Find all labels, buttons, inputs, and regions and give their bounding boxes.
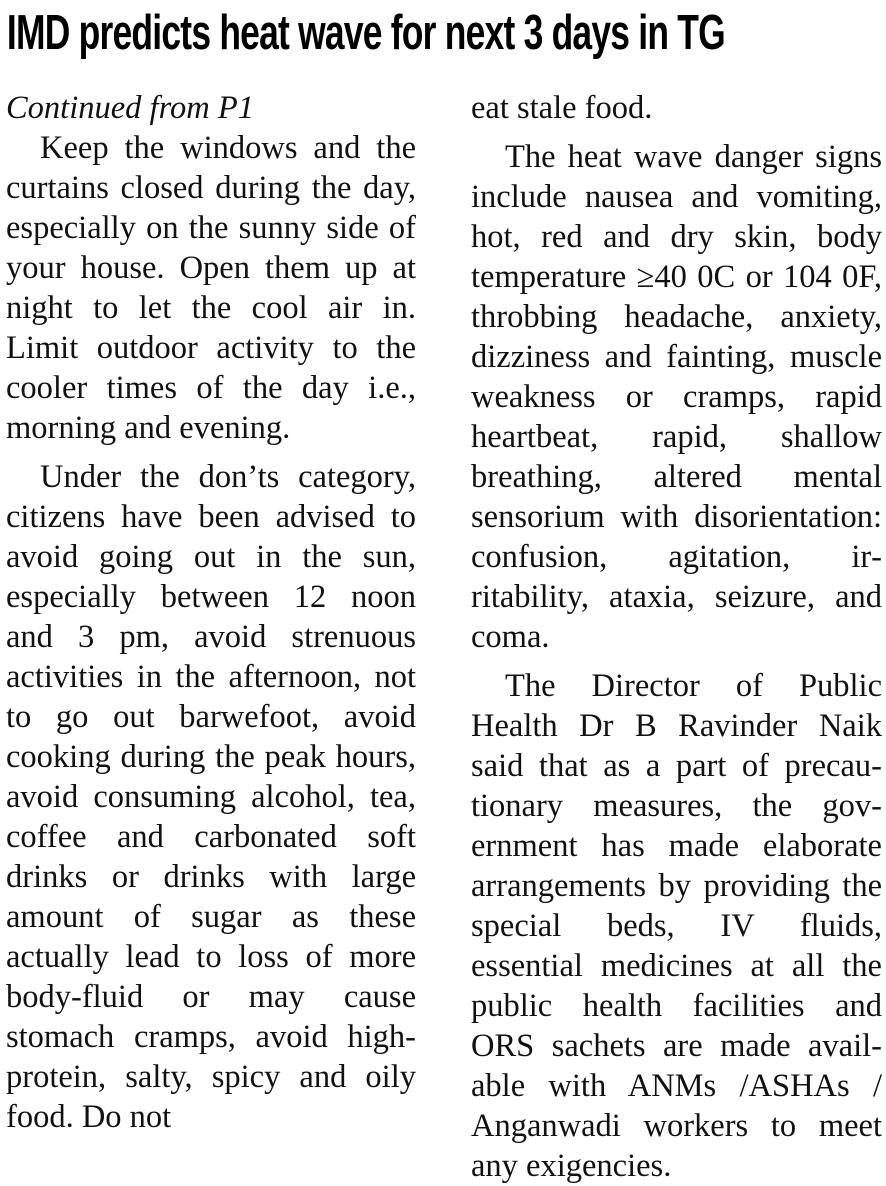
paragraph-windows-advice: Keep the windows and the curtains closed during the day, especially on the sunny side of your house. Open them up at night to let the cool air in. Limit outdoor activity to the cooler times of the day i.e., morning and evening. — [6, 130, 416, 446]
headline — [0, 4, 886, 60]
paragraph-donts-advice: Under the don’ts category, citizens have been advised to avoid going out in the sun, especially between 12 noon and 3 pm, avoid strenuous activities in the afternoon, not to go out barwefoot, avoid cooking during the peak hours, avoid consuming alcohol, tea, coffee and carbonated soft drinks or drinks with large amount of sugar as these actually lead to loss of more body-fluid or may cause stomach cramps, avoid high-protein, salty, spicy and oily food. Do not — [6, 459, 416, 1135]
paragraph-danger-signs: The heat wave danger signs include nausea and vomiting, hot, red and dry skin, body temperature ≥40 0C or 104 0F, throbbing headache, anxiety, dizziness and fainting, muscle weakness or cramps, rapid heartbeat, rapid, shallow breathing, altered mental sensorium with disorientation: confusion, agitation, irritability, ataxia, seizure, and coma. — [471, 139, 882, 655]
headline-text: IMD predicts heat wave for next 3 days in TG — [6, 4, 725, 60]
right-column — [471, 88, 882, 1186]
paragraph-director-statement: The Director of Public Health Dr B Ravinder Naik said that as a part of precautionary measures, the government has made elaborate arrangements by providing the special beds, IV fluids, essential medicines at all the public health facilities and ORS sachets are made available with ANMs /ASHAs / Anganwadi workers to meet any exigencies. — [471, 668, 882, 1184]
paragraph-donts-continued: eat stale food. — [471, 90, 653, 126]
continued-from-note: Continued from P1 — [6, 90, 254, 126]
left-column — [6, 88, 416, 1137]
